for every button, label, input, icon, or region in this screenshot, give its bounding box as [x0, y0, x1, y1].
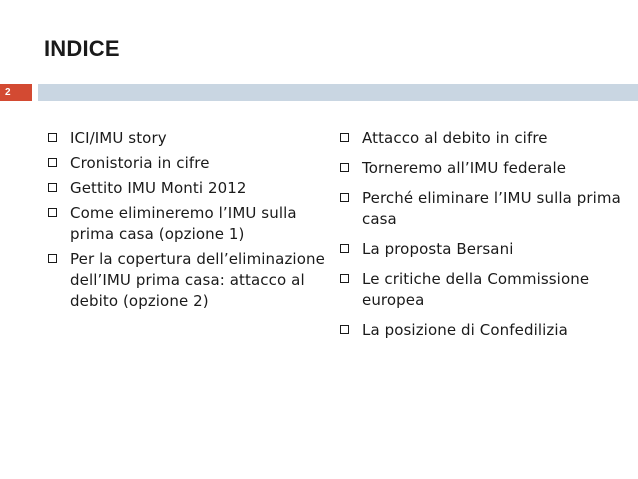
list-item: [46, 153, 326, 174]
list-item: [338, 269, 634, 311]
list-item: [46, 203, 326, 245]
list-item: [338, 239, 634, 260]
list-item: [338, 128, 634, 149]
page-number-badge: [0, 84, 32, 101]
square-bullet-icon: [48, 158, 57, 167]
list-item: [338, 158, 634, 179]
square-bullet-icon: [48, 208, 57, 217]
list-item-text: Perché eliminare l’IMU sulla prima casa: [362, 189, 621, 228]
list-item-text: ICI/IMU story: [70, 129, 167, 147]
index-list-right: [338, 128, 634, 350]
header-accent-bar: [38, 84, 638, 101]
list-item: [46, 128, 326, 149]
list-item-text: Gettito IMU Monti 2012: [70, 179, 247, 197]
list-item-text: La proposta Bersani: [362, 240, 514, 258]
list-item-text: La posizione di Confedilizia: [362, 321, 568, 339]
list-item-text: Come elimineremo l’IMU sulla prima casa (opzione 1): [70, 204, 297, 243]
square-bullet-icon: [48, 183, 57, 192]
square-bullet-icon: [340, 193, 349, 202]
square-bullet-icon: [48, 133, 57, 142]
page-number: 2: [5, 87, 11, 98]
list-item: [46, 249, 326, 312]
square-bullet-icon: [340, 163, 349, 172]
square-bullet-icon: [340, 244, 349, 253]
list-item-text: Cronistoria in cifre: [70, 154, 210, 172]
list-item-text: Per la copertura dell’eliminazione dell’IMU prima casa: attacco al debito (opzione 2): [70, 250, 325, 310]
list-item: [46, 178, 326, 199]
square-bullet-icon: [48, 254, 57, 263]
square-bullet-icon: [340, 274, 349, 283]
list-item-text: Torneremo all’IMU federale: [362, 159, 567, 177]
slide-title: INDICE: [44, 36, 120, 61]
index-list-left: [46, 128, 326, 316]
list-item-text: Attacco al debito in cifre: [362, 129, 548, 147]
list-item: [338, 320, 634, 341]
list-item-text: Le critiche della Commissione europea: [362, 270, 590, 309]
list-item: [338, 188, 634, 230]
square-bullet-icon: [340, 325, 349, 334]
square-bullet-icon: [340, 133, 349, 142]
